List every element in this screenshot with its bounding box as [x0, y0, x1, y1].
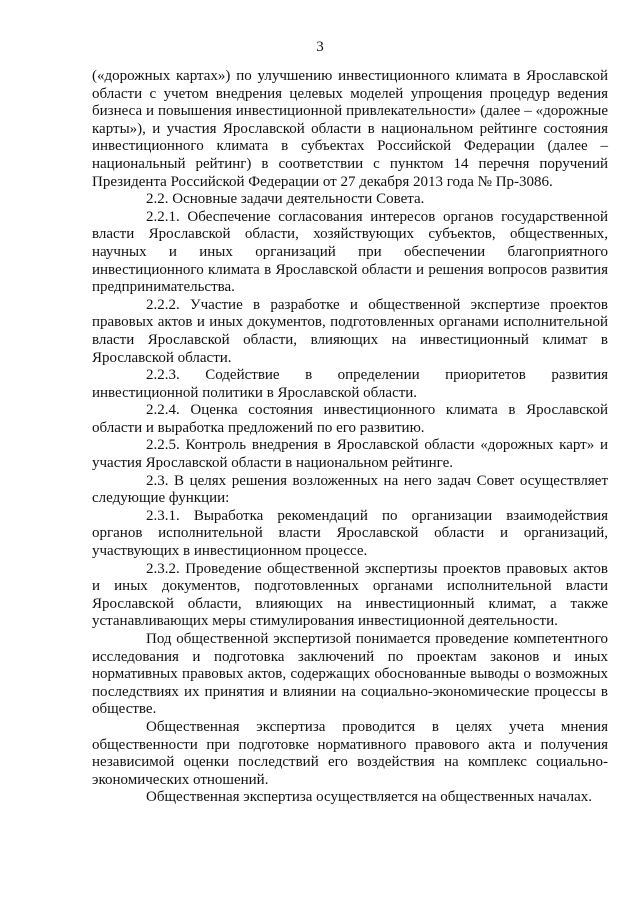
paragraph: 2.2.1. Обеспечение согласования интересов органов государственной власти Ярославской области, хозяйствующих субъектов, общественных, научных и иных организаций при обеспечении благоприятного инвестиционного климата в Ярославской области и решения вопросов развития предпринимательства.: [92, 208, 608, 296]
paragraph: 2.3.2. Проведение общественной экспертизы проектов правовых актов и иных документов, подготовленных органами исполнительной власти Ярославской области, влияющих на инвестиционный климат, а также устанавливающих меры стимулирования инвестиционной деятельности.: [92, 560, 608, 630]
paragraph: 2.2.5. Контроль внедрения в Ярославской области «дорожных карт» и участия Ярославской области в национальном рейтинге.: [92, 437, 608, 472]
paragraph: Общественная экспертиза осуществляется на общественных началах.: [146, 789, 592, 806]
page-number: 3: [316, 39, 324, 55]
document-body: [92, 68, 608, 807]
paragraph: 2.2.2. Участие в разработке и общественной экспертизе проектов правовых актов и иных документов, подготовленных органами исполнительной власти Ярославской области, влияющих на инвестиционный климат в Ярославской области.: [92, 296, 608, 366]
paragraph: 2.2.3. Содействие в определении приоритетов развития инвестиционной политики в Ярославской области.: [92, 367, 608, 401]
paragraph: 2.3. В целях решения возложенных на него задач Совет осуществляет следующие функции:: [92, 472, 608, 507]
paragraph: («дорожных картах») по улучшению инвестиционного климата в Ярославской области с учетом внедрения целевых моделей упрощения процедур ведения бизнеса и повышения инвестиционной привлекательности» (далее – «дорожные карты»), и участия Ярославской области в национальном рейтинге состояния инвестиционного климата в субъектах Российской Федерации (далее – национальный рейтинг) в соответствии с пунктом 14 перечня поручений Президента Российской Федерации от 27 декабря 2013 года № Пр-3086.: [92, 68, 608, 190]
paragraph: 2.3.1. Выработка рекомендаций по организации взаимодействия органов исполнительной власти Ярославской области и организаций, участвующих в инвестиционном процессе.: [92, 507, 608, 560]
paragraph: 2.2. Основные задачи деятельности Совета.: [146, 191, 425, 208]
paragraph: 2.2.4. Оценка состояния инвестиционного климата в Ярославской области и выработка предложений по его развитию.: [92, 402, 608, 436]
paragraph: Общественная экспертиза проводится в целях учета мнения общественности при подготовке нормативного правового акта и получения независимой оценки последствий его воздействия на комплекс социально-экономических отношений.: [92, 718, 608, 788]
paragraph: Под общественной экспертизой понимается проведение компетентного исследования и подготовка заключений по проектам законов и иных нормативных правовых актов, содержащих обоснованные выводы о возможных последствиях их принятия и влиянии на социально-экономические процессы в обществе.: [92, 631, 608, 718]
